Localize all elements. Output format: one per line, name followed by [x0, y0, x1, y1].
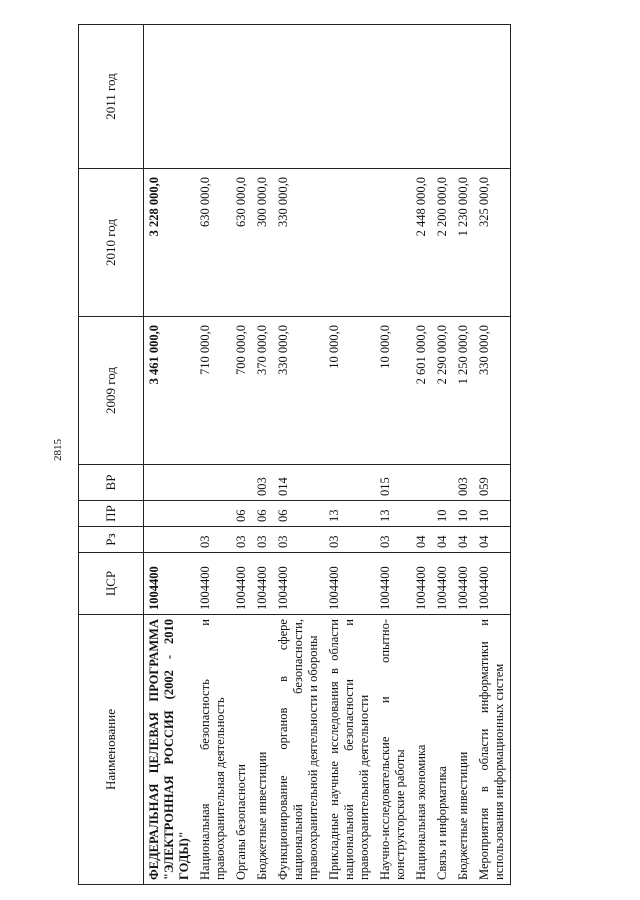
row-2011	[324, 25, 375, 169]
row-2010	[324, 169, 375, 317]
row-2011	[195, 25, 231, 169]
row-rz: 03	[375, 527, 411, 553]
row-2011	[273, 25, 324, 169]
row-csr: 1004400	[144, 553, 196, 615]
row-csr: 1004400	[195, 553, 231, 615]
row-rz: 04	[474, 527, 511, 553]
row-pr: 06	[252, 501, 273, 527]
row-2009: 330 000,0	[273, 317, 324, 465]
row-pr	[195, 501, 231, 527]
row-csr: 1004400	[252, 553, 273, 615]
row-csr: 1004400	[273, 553, 324, 615]
row-2009: 2 290 000,0	[432, 317, 453, 465]
row-vr: 003	[453, 465, 474, 501]
row-2010: 630 000,0	[231, 169, 252, 317]
row-rz: 03	[252, 527, 273, 553]
row-pr: 06	[231, 501, 252, 527]
row-2011	[474, 25, 511, 169]
row-pr	[411, 501, 432, 527]
row-2009: 330 000,0	[474, 317, 511, 465]
row-2009: 370 000,0	[252, 317, 273, 465]
row-pr	[144, 501, 196, 527]
budget-table	[78, 24, 511, 885]
row-2011	[252, 25, 273, 169]
row-vr	[195, 465, 231, 501]
row-name: Органы безопасности	[231, 615, 252, 885]
row-pr: 13	[375, 501, 411, 527]
row-name: Прикладные научные исследования в области национальной безопасности и правоохранительной деятельности	[324, 615, 375, 885]
row-pr: 10	[432, 501, 453, 527]
row-2011	[144, 25, 196, 169]
row-name: Мероприятия в области информатики и использования информационных систем	[474, 615, 511, 885]
row-name: Бюджетные инвестиции	[252, 615, 273, 885]
table-row	[375, 25, 411, 885]
row-2010	[375, 169, 411, 317]
row-2010: 330 000,0	[273, 169, 324, 317]
row-2011	[375, 25, 411, 169]
row-2009: 710 000,0	[195, 317, 231, 465]
table-row	[474, 25, 511, 885]
page-number: 2815	[52, 439, 64, 461]
row-2011	[432, 25, 453, 169]
row-vr	[432, 465, 453, 501]
row-csr: 1004400	[453, 553, 474, 615]
row-2010: 2 448 000,0	[411, 169, 432, 317]
header-2010: 2010 год	[79, 169, 144, 317]
row-rz: 03	[273, 527, 324, 553]
row-vr: 059	[474, 465, 511, 501]
row-vr	[231, 465, 252, 501]
row-2009: 1 250 000,0	[453, 317, 474, 465]
row-vr	[411, 465, 432, 501]
row-csr: 1004400	[375, 553, 411, 615]
header-rz: Рз	[79, 527, 144, 553]
row-vr	[324, 465, 375, 501]
table-row	[144, 25, 196, 885]
row-2009: 3 461 000,0	[144, 317, 196, 465]
row-csr: 1004400	[474, 553, 511, 615]
table-row	[432, 25, 453, 885]
row-pr: 06	[273, 501, 324, 527]
header-2011: 2011 год	[79, 25, 144, 169]
row-2011	[453, 25, 474, 169]
table-row	[195, 25, 231, 885]
row-name: Национальная безопасность и правоохранительная деятельность	[195, 615, 231, 885]
row-2009: 2 601 000,0	[411, 317, 432, 465]
row-rz: 03	[231, 527, 252, 553]
row-name: Научно-исследовательские и опытно-конструкторские работы	[375, 615, 411, 885]
row-csr: 1004400	[231, 553, 252, 615]
row-2009: 10 000,0	[375, 317, 411, 465]
row-2009: 10 000,0	[324, 317, 375, 465]
row-2011	[231, 25, 252, 169]
row-2010: 3 228 000,0	[144, 169, 196, 317]
rotated-page-content	[78, 25, 598, 885]
table-row	[252, 25, 273, 885]
table-row	[453, 25, 474, 885]
row-2011	[411, 25, 432, 169]
row-name: Бюджетные инвестиции	[453, 615, 474, 885]
row-rz: 03	[324, 527, 375, 553]
table-row	[411, 25, 432, 885]
table-header-row	[79, 25, 144, 885]
row-rz	[144, 527, 196, 553]
row-name: Национальная экономика	[411, 615, 432, 885]
header-pr: ПР	[79, 501, 144, 527]
row-pr: 10	[474, 501, 511, 527]
row-pr: 13	[324, 501, 375, 527]
row-name: ФЕДЕРАЛЬНАЯ ЦЕЛЕВАЯ ПРОГРАММА "ЭЛЕКТРОННАЯ РОССИЯ (2002 - 2010 ГОДЫ)"	[144, 615, 196, 885]
table-row	[231, 25, 252, 885]
row-2010: 630 000,0	[195, 169, 231, 317]
header-csr: ЦСР	[79, 553, 144, 615]
row-rz: 04	[411, 527, 432, 553]
row-2009: 700 000,0	[231, 317, 252, 465]
row-csr: 1004400	[432, 553, 453, 615]
row-csr: 1004400	[411, 553, 432, 615]
row-pr: 10	[453, 501, 474, 527]
header-name: Наименование	[79, 615, 144, 885]
row-name: Связь и информатика	[432, 615, 453, 885]
row-vr: 014	[273, 465, 324, 501]
row-vr: 003	[252, 465, 273, 501]
header-vr: ВР	[79, 465, 144, 501]
row-rz: 04	[432, 527, 453, 553]
table-row	[324, 25, 375, 885]
row-vr: 015	[375, 465, 411, 501]
row-rz: 03	[195, 527, 231, 553]
row-2010: 300 000,0	[252, 169, 273, 317]
row-rz: 04	[453, 527, 474, 553]
row-csr: 1004400	[324, 553, 375, 615]
row-vr	[144, 465, 196, 501]
table-row	[273, 25, 324, 885]
table-body	[144, 25, 511, 885]
header-2009: 2009 год	[79, 317, 144, 465]
row-name: Функционирование органов в сфере национальной безопасности, правоохранительной деятельности и обороны	[273, 615, 324, 885]
row-2010: 325 000,0	[474, 169, 511, 317]
row-2010: 2 200 000,0	[432, 169, 453, 317]
row-2010: 1 230 000,0	[453, 169, 474, 317]
